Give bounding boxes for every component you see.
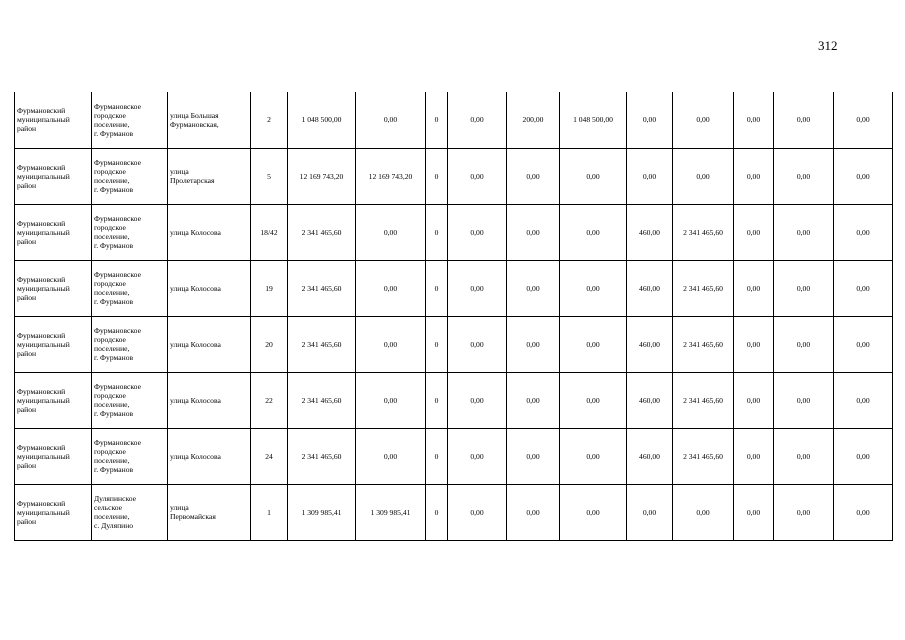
table-cell <box>15 148 92 204</box>
table-cell <box>15 316 92 372</box>
cell-text: 0,00 <box>586 283 600 293</box>
cell-text: 0,00 <box>586 171 600 181</box>
cell-text: 0,00 <box>586 227 600 237</box>
table-cell <box>92 204 168 260</box>
cell-text: 12 169 743,20 <box>368 171 413 181</box>
cell-text: Дуляпинское сельское поселение, с. Дуляпино <box>94 494 137 530</box>
cell-text: 0,00 <box>796 339 811 349</box>
cell-text: 0,00 <box>526 395 540 405</box>
table-cell <box>774 148 834 204</box>
cell-text: 0,00 <box>470 227 484 237</box>
cell-text: 18/42 <box>260 227 278 237</box>
cell-text: Фурмановский муниципальный район <box>17 162 70 190</box>
table-cell <box>448 484 507 540</box>
table-cell <box>834 428 893 484</box>
cell-text: 1 309 985,41 <box>301 507 342 517</box>
table-cell <box>288 316 356 372</box>
table-cell <box>734 484 774 540</box>
table-cell <box>288 260 356 316</box>
table-cell <box>251 92 288 148</box>
table-row <box>15 316 893 372</box>
cell-text: 2 341 465,60 <box>683 395 723 405</box>
cell-text: 0,00 <box>746 507 761 517</box>
table-cell <box>288 204 356 260</box>
table-cell <box>92 372 168 428</box>
cell-text: Фурмановский муниципальный район <box>17 274 70 302</box>
table-cell <box>356 260 426 316</box>
table-cell <box>774 372 834 428</box>
table-cell <box>356 428 426 484</box>
cell-text: 0 <box>434 283 439 293</box>
table-cell <box>734 204 774 260</box>
table-cell <box>774 316 834 372</box>
table-cell <box>356 92 426 148</box>
cell-text: 0,00 <box>642 171 657 181</box>
cell-text: 0,00 <box>856 115 870 125</box>
table-cell <box>168 148 251 204</box>
cell-text: 460,00 <box>639 283 660 293</box>
cell-text: 2 341 465,60 <box>683 227 723 237</box>
cell-text: 2 341 465,60 <box>301 283 342 293</box>
table-cell <box>673 372 734 428</box>
cell-text: 0,00 <box>526 283 540 293</box>
table-cell <box>734 428 774 484</box>
table-cell <box>15 428 92 484</box>
table-cell <box>673 204 734 260</box>
table-cell <box>251 204 288 260</box>
table-cell <box>774 484 834 540</box>
cell-text: 12 169 743,20 <box>299 171 344 181</box>
cell-text: 0,00 <box>856 283 870 293</box>
cell-text: 0,00 <box>746 115 761 125</box>
table-cell <box>251 260 288 316</box>
table-cell <box>168 372 251 428</box>
table-row <box>15 484 893 540</box>
cell-text: 0,00 <box>586 451 600 461</box>
cell-text: 0,00 <box>470 171 484 181</box>
table-cell <box>448 260 507 316</box>
cell-text: 2 341 465,60 <box>301 227 342 237</box>
cell-text: Фурмановский муниципальный район <box>17 442 70 470</box>
cell-text: 0,00 <box>383 395 398 405</box>
table-cell <box>288 92 356 148</box>
cell-text: 2 341 465,60 <box>683 283 723 293</box>
table-cell <box>627 260 673 316</box>
cell-text: 0,00 <box>796 115 811 125</box>
cell-text: 0,00 <box>586 507 600 517</box>
table-cell <box>507 260 560 316</box>
table-row <box>15 148 893 204</box>
cell-text: 0,00 <box>796 283 811 293</box>
cell-text: 2 <box>267 115 271 125</box>
table-cell <box>168 316 251 372</box>
table-cell <box>507 372 560 428</box>
table-cell <box>92 92 168 148</box>
cell-text: улица Пролетарская <box>170 167 215 185</box>
cell-text: Фурмановский муниципальный район <box>17 498 70 526</box>
cell-text: 0,00 <box>796 171 811 181</box>
table-cell <box>92 484 168 540</box>
table-cell <box>356 316 426 372</box>
table-cell <box>426 92 448 148</box>
table-cell <box>15 372 92 428</box>
cell-text: 0,00 <box>796 451 811 461</box>
table-cell <box>448 372 507 428</box>
cell-text: 2 341 465,60 <box>301 451 342 461</box>
cell-text: 460,00 <box>639 451 660 461</box>
table-cell <box>507 148 560 204</box>
cell-text: 0,00 <box>470 451 484 461</box>
page-number: 312 <box>818 38 838 53</box>
cell-text: 0 <box>434 507 439 517</box>
table-cell <box>673 316 734 372</box>
table-cell <box>834 148 893 204</box>
table-cell <box>673 92 734 148</box>
cell-text: Фурмановский муниципальный район <box>17 386 70 414</box>
cell-text: 0,00 <box>470 283 484 293</box>
table-cell <box>507 428 560 484</box>
table-cell <box>627 316 673 372</box>
table-cell <box>356 484 426 540</box>
table-cell <box>15 484 92 540</box>
table-cell <box>560 92 627 148</box>
table-cell <box>734 372 774 428</box>
table-cell <box>426 484 448 540</box>
cell-text: 0,00 <box>856 227 870 237</box>
table-cell <box>560 260 627 316</box>
table-cell <box>627 372 673 428</box>
cell-text: Фурмановское городское поселение, г. Фурманов <box>94 326 141 362</box>
table-cell <box>356 148 426 204</box>
table-cell <box>734 260 774 316</box>
cell-text: 0,00 <box>586 395 600 405</box>
cell-text: 0,00 <box>796 507 811 517</box>
cell-text: 0 <box>434 451 439 461</box>
cell-text: 0,00 <box>856 451 870 461</box>
cell-text: 0 <box>434 171 439 181</box>
table-cell <box>507 484 560 540</box>
cell-text: 0,00 <box>470 507 484 517</box>
cell-text: Фурмановское городское поселение, г. Фурманов <box>94 101 141 138</box>
cell-text: 0,00 <box>526 171 540 181</box>
cell-text: 0,00 <box>526 507 540 517</box>
cell-text: улица Первомайская <box>170 503 216 521</box>
table-cell <box>448 204 507 260</box>
cell-text: 0,00 <box>856 171 870 181</box>
cell-text: 1 309 985,41 <box>370 507 411 517</box>
cell-text: 0,00 <box>526 451 540 461</box>
cell-text: 0,00 <box>796 227 811 237</box>
table-row <box>15 428 893 484</box>
table-cell <box>560 148 627 204</box>
cell-text: 2 341 465,60 <box>683 451 723 461</box>
table-cell <box>560 428 627 484</box>
table-cell <box>288 428 356 484</box>
table-cell <box>168 484 251 540</box>
cell-text: Фурмановское городское поселение, г. Фурманов <box>94 438 141 474</box>
cell-text: Фурмановский муниципальный район <box>17 330 70 358</box>
table-cell <box>834 372 893 428</box>
table-row <box>15 204 893 260</box>
cell-text: 0,00 <box>526 227 540 237</box>
cell-text: 24 <box>265 451 273 461</box>
table-cell <box>627 92 673 148</box>
cell-text: Фурмановское городское поселение, г. Фурманов <box>94 214 141 250</box>
table-cell <box>834 316 893 372</box>
table-cell <box>627 204 673 260</box>
table-cell <box>15 260 92 316</box>
cell-text: 0,00 <box>696 115 710 125</box>
table-cell <box>560 372 627 428</box>
table-cell <box>356 372 426 428</box>
table-cell <box>507 316 560 372</box>
table-cell <box>448 148 507 204</box>
table-cell <box>426 260 448 316</box>
table-cell <box>168 204 251 260</box>
table-cell <box>734 316 774 372</box>
table-cell <box>834 92 893 148</box>
cell-text: 0,00 <box>383 339 398 349</box>
cell-text: 0,00 <box>746 283 761 293</box>
cell-text: 0 <box>434 115 439 125</box>
table-cell <box>168 428 251 484</box>
table-cell <box>251 316 288 372</box>
table-cell <box>288 484 356 540</box>
cell-text: 1 048 500,00 <box>573 115 613 125</box>
table-cell <box>15 92 92 148</box>
cell-text: 460,00 <box>639 339 660 349</box>
cell-text: 5 <box>267 171 271 181</box>
table-cell <box>627 148 673 204</box>
table-cell <box>560 204 627 260</box>
table-cell <box>448 428 507 484</box>
cell-text: 0,00 <box>383 283 398 293</box>
table-cell <box>774 92 834 148</box>
cell-text: 0,00 <box>642 115 657 125</box>
table-cell <box>448 316 507 372</box>
cell-text: 0,00 <box>746 451 761 461</box>
table-cell <box>774 428 834 484</box>
table-cell <box>627 484 673 540</box>
table-row <box>15 260 893 316</box>
cell-text: 1 <box>267 507 271 517</box>
cell-text: 2 341 465,60 <box>301 395 342 405</box>
table-cell <box>834 204 893 260</box>
table-cell <box>426 316 448 372</box>
cell-text: Фурмановский муниципальный район <box>17 106 70 134</box>
cell-text: 0,00 <box>696 507 710 517</box>
cell-text: улица Колосова <box>170 227 221 237</box>
table-cell <box>834 484 893 540</box>
cell-text: 0,00 <box>470 339 484 349</box>
cell-text: 20 <box>265 339 273 349</box>
table-cell <box>168 260 251 316</box>
cell-text: 2 341 465,60 <box>301 339 342 349</box>
table-cell <box>92 260 168 316</box>
table-cell <box>774 204 834 260</box>
cell-text: 19 <box>265 283 273 293</box>
cell-text: 0,00 <box>383 227 398 237</box>
table-cell <box>288 148 356 204</box>
table-cell <box>507 204 560 260</box>
cell-text: 0,00 <box>642 507 657 517</box>
table-cell <box>734 148 774 204</box>
table-cell <box>834 260 893 316</box>
cell-text: улица Колосова <box>170 339 221 349</box>
table-cell <box>560 484 627 540</box>
cell-text: 0,00 <box>746 227 761 237</box>
table-cell <box>92 148 168 204</box>
table-cell <box>251 428 288 484</box>
cell-text: 0,00 <box>856 339 870 349</box>
table-cell <box>92 316 168 372</box>
cell-text: 0,00 <box>746 171 761 181</box>
table-cell <box>168 92 251 148</box>
cell-text: 0,00 <box>746 339 761 349</box>
cell-text: 0,00 <box>526 339 540 349</box>
cell-text: Фурмановское городское поселение, г. Фурманов <box>94 158 141 194</box>
cell-text: 0,00 <box>586 339 600 349</box>
cell-text: 200,00 <box>522 115 544 125</box>
table-cell <box>426 372 448 428</box>
table-cell <box>774 260 834 316</box>
cell-text: улица Колосова <box>170 395 221 405</box>
cell-text: 0,00 <box>470 395 484 405</box>
cell-text: 460,00 <box>639 395 660 405</box>
table-cell <box>734 92 774 148</box>
table-cell <box>92 428 168 484</box>
cell-text: 0 <box>434 227 439 237</box>
cell-text: улица Колосова <box>170 283 221 293</box>
cell-text: 22 <box>265 395 273 405</box>
table-cell <box>15 204 92 260</box>
table-cell <box>448 92 507 148</box>
cell-text: Фурмановский муниципальный район <box>17 218 70 246</box>
cell-text: 460,00 <box>639 227 660 237</box>
table-cell <box>673 148 734 204</box>
cell-text: 0,00 <box>696 171 710 181</box>
table-cell <box>560 316 627 372</box>
table-cell <box>356 204 426 260</box>
table-cell <box>426 428 448 484</box>
table-cell <box>426 148 448 204</box>
cell-text: 0 <box>434 395 439 405</box>
table-cell <box>507 92 560 148</box>
cell-text: Фурмановское городское поселение, г. Фурманов <box>94 382 141 418</box>
cell-text: 2 341 465,60 <box>683 339 723 349</box>
table-cell <box>288 372 356 428</box>
table-cell <box>251 372 288 428</box>
table-cell <box>426 204 448 260</box>
table-cell <box>673 428 734 484</box>
cell-text: 0,00 <box>796 395 811 405</box>
table-cell <box>251 148 288 204</box>
cell-text: 0,00 <box>746 395 761 405</box>
cell-text: улица Колосова <box>170 451 221 461</box>
table-row <box>15 92 893 148</box>
cell-text: Фурмановское городское поселение, г. Фурманов <box>94 270 141 306</box>
table-cell <box>251 484 288 540</box>
table-row <box>15 372 893 428</box>
cell-text: 0,00 <box>383 451 398 461</box>
table-cell <box>627 428 673 484</box>
cell-text: 0,00 <box>470 115 484 125</box>
cell-text: 0,00 <box>383 115 398 125</box>
table-cell <box>673 260 734 316</box>
cell-text: 0 <box>434 339 439 349</box>
cell-text: 0,00 <box>856 395 870 405</box>
table-cell <box>673 484 734 540</box>
cell-text: 1 048 500,00 <box>301 115 342 125</box>
cell-text: 0,00 <box>856 507 870 517</box>
cell-text: улица Большая Фурмановская, <box>170 110 219 129</box>
repair-cost-table <box>14 92 893 541</box>
